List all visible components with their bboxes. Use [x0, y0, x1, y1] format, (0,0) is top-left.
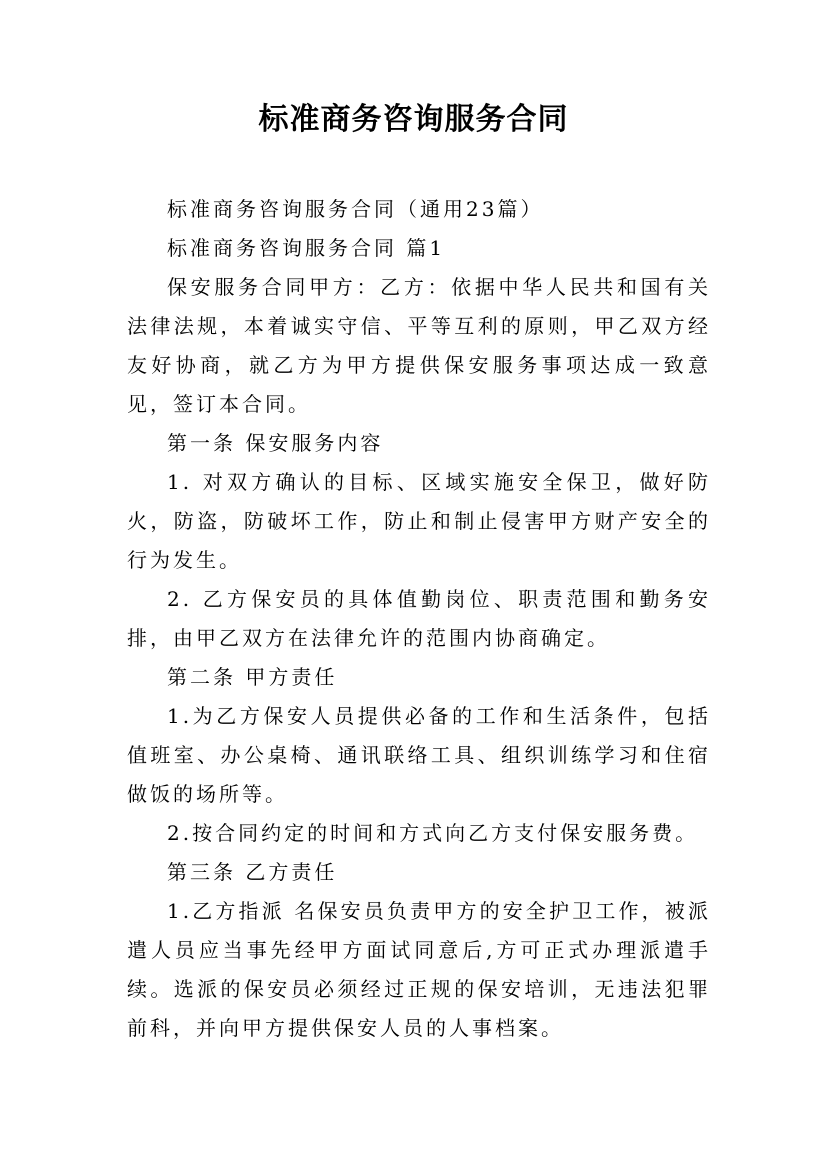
document-body: [127, 190, 711, 1048]
paragraph-subtitle: 标准商务咨询服务合同（通用23篇）: [167, 197, 544, 221]
article-2-item-2: 2.按合同约定的时间和方式向乙方支付保安服务费。: [167, 821, 699, 845]
paragraph-preamble: 保安服务合同甲方：乙方：依据中华人民共和国有关法律法规，本着诚实守信、平等互利的原则，甲乙双方经友好协商，就乙方为甲方提供保安服务事项达成一致意见，签订本合同。: [127, 275, 711, 416]
paragraph-section-heading: 标准商务咨询服务合同 篇1: [167, 236, 446, 260]
article-2-heading: 第二条 甲方责任: [167, 665, 338, 689]
article-3-item-1: 1.乙方指派 名保安员负责甲方的安全护卫工作，被派遣人员应当事先经甲方面试同意后,方可正式办理派遣手续。选派的保安员必须经过正规的保安培训，无违法犯罪前科，并向甲方提供保安人员的人事档案。: [127, 899, 711, 1040]
article-2-item-1: 1.为乙方保安人员提供必备的工作和生活条件，包括值班室、办公桌椅、通讯联络工具、组织训练学习和住宿做饭的场所等。: [127, 704, 711, 806]
document-title: 标准商务咨询服务合同: [258, 102, 569, 137]
article-1-item-2: 2. 乙方保安员的具体值勤岗位、职责范围和勤务安排，由甲乙双方在法律允许的范围内协商确定。: [127, 587, 711, 650]
article-3-heading: 第三条 乙方责任: [167, 860, 338, 884]
article-1-item-1: 1. 对双方确认的目标、区域实施安全保卫，做好防火，防盗，防破坏工作，防止和制止侵害甲方财产安全的行为发生。: [127, 470, 711, 572]
article-1-heading: 第一条 保安服务内容: [167, 431, 384, 455]
